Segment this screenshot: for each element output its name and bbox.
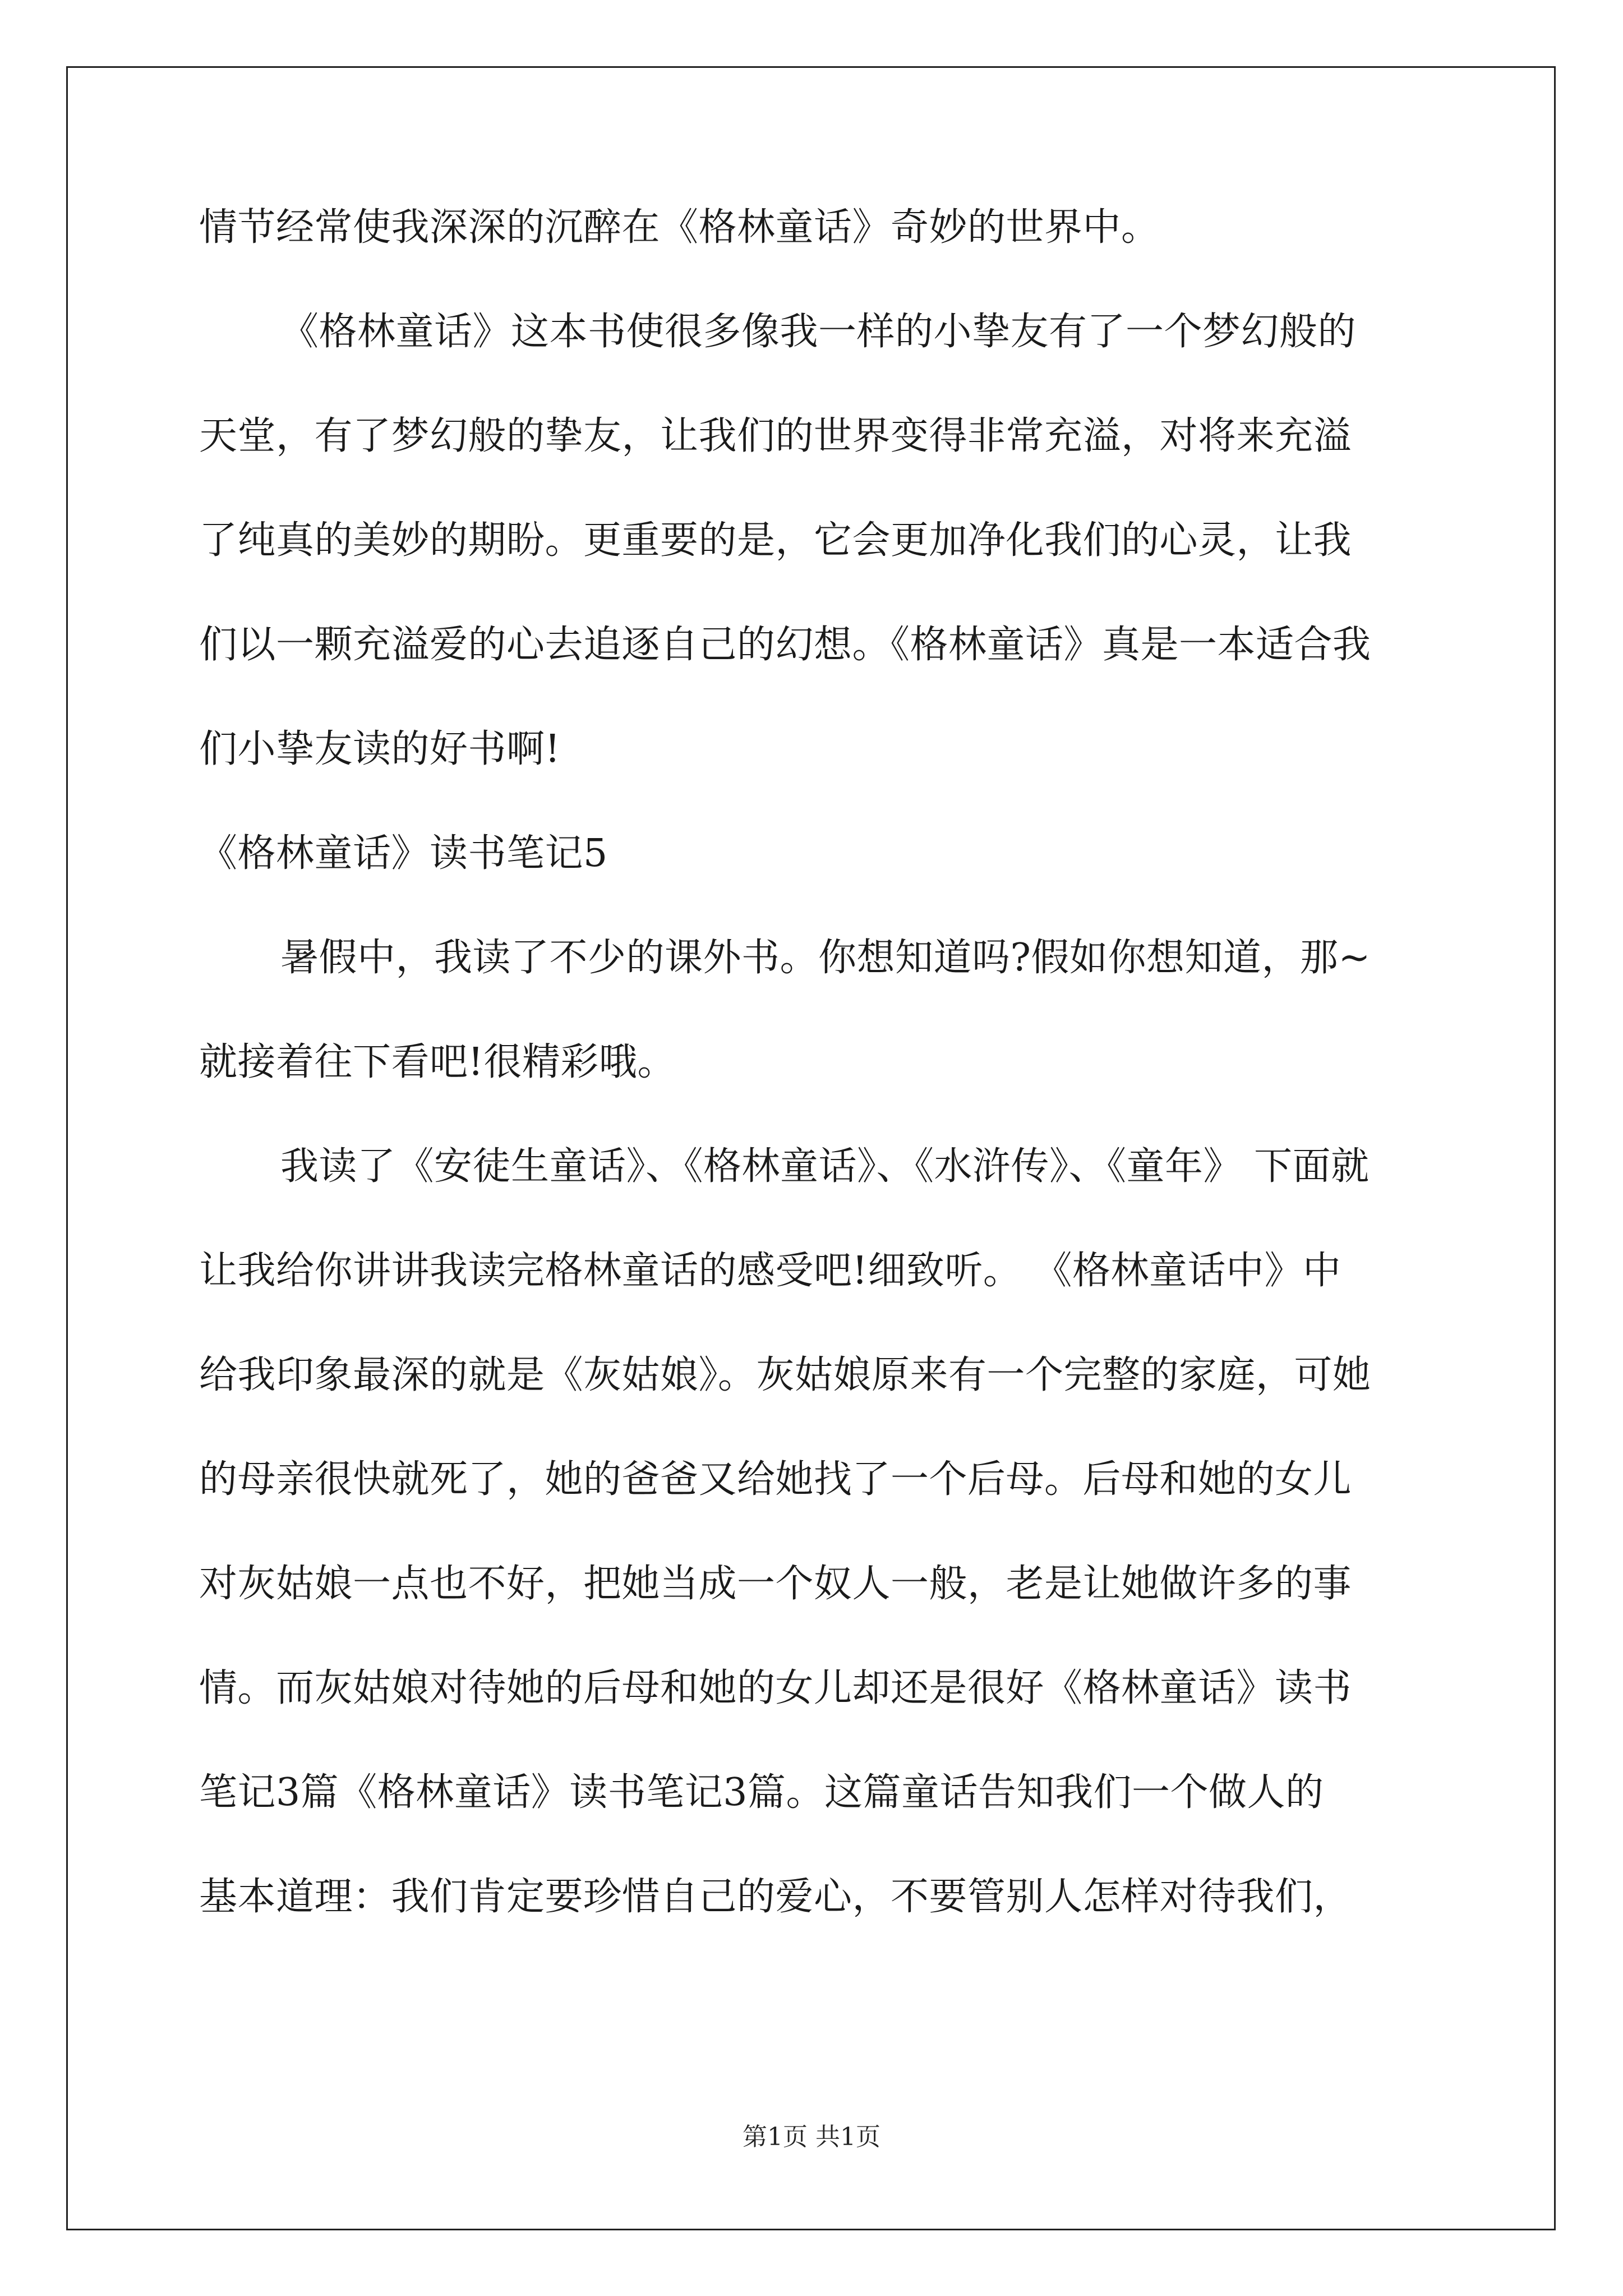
text-line-17: 基本道理：我们肯定要珍惜自己的爱心，不要管别人怎样对待我们， [199, 1875, 1352, 1919]
text-line-16: 笔记3篇《格林童话》读书笔记3篇。这篇童话告知我们一个做人的 [199, 1770, 1324, 1815]
text-line-13: 的母亲很快就死了，她的爸爸又给她找了一个后母。后母和她的女儿 [199, 1457, 1352, 1502]
text-line-5: 们以一颗充溢爱的心去追逐自己的幻想。《格林童话》真是一本适合我 [199, 623, 1371, 667]
text-line-1: 情节经常使我深深的沉醉在《格林童话》奇妙的世界中。 [199, 205, 1160, 250]
text-line-4: 了纯真的美妙的期盼。更重要的是，它会更加净化我们的心灵，让我 [199, 518, 1352, 563]
text-line-2: 《格林童话》这本书使很多像我一样的小挚友有了一个梦幻般的 [280, 310, 1357, 354]
text-line-10: 我读了《安徒生童话》、《格林童话》、《水浒传》、《童年》 下面就 [280, 1144, 1370, 1189]
section-heading: 《格林童话》读书笔记5 [199, 831, 608, 876]
text-line-8: 暑假中，我读了不少的课外书。你想知道吗?假如你想知道，那~ [280, 936, 1371, 980]
text-line-11: 让我给你讲讲我读完格林童话的感受吧!细致听。 《格林童话中》中 [199, 1249, 1341, 1293]
text-line-12: 给我印象最深的就是《灰姑娘》。灰姑娘原来有一个完整的家庭，可她 [199, 1353, 1371, 1397]
text-line-14: 对灰姑娘一点也不好，把她当成一个奴人一般，老是让她做许多的事 [199, 1562, 1352, 1606]
page-footer: 第1页 共1页 [743, 2123, 880, 2151]
text-line-9: 就接着往下看吧!很精彩哦。 [199, 1040, 676, 1084]
text-line-6: 们小挚友读的好书啊! [199, 727, 561, 771]
text-line-3: 天堂，有了梦幻般的挚友，让我们的世界变得非常充溢，对将来充溢 [199, 414, 1352, 458]
text-line-15: 情。而灰姑娘对待她的后母和她的女儿却还是很好《格林童话》读书 [199, 1666, 1352, 1710]
document-body [199, 205, 1433, 1982]
